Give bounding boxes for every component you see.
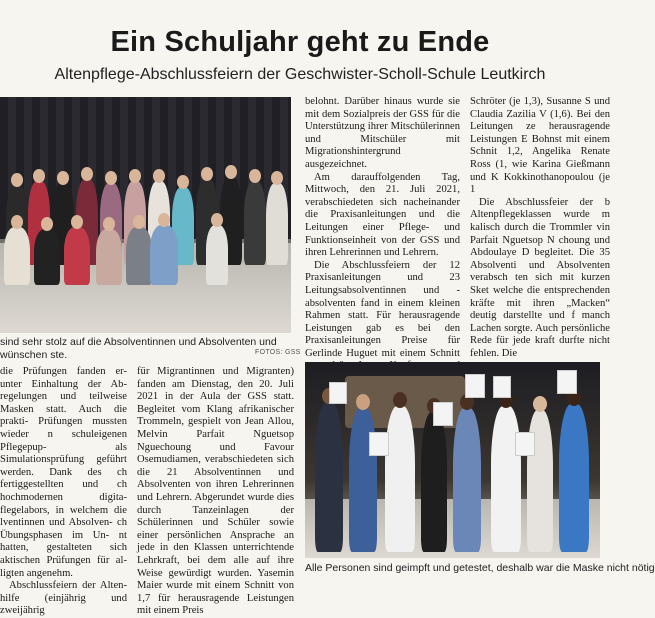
article-subheadline: Altenpflege-Abschlussfeiern der Geschwister-Scholl-Schule Leutkirch [54, 66, 546, 83]
graduate-figure [4, 227, 30, 285]
photo2-caption: Alle Personen sind geimpft und getestet, deshalb war die Maske nicht nötig [305, 562, 655, 574]
photo1-caption-text: sind sehr stolz auf die Absolventinnen und Absolventen und wünschen ste. [0, 336, 277, 361]
certificate [433, 402, 453, 426]
graduate-figure [244, 181, 266, 265]
group-photo-certificates [305, 362, 600, 558]
graduate-figure [349, 408, 377, 552]
graduate-figure [385, 406, 415, 552]
graduate-figure [206, 225, 228, 285]
head [533, 396, 547, 412]
photo1-caption [0, 336, 292, 362]
paragraph: Die Abschlussfeiern der 12 Praxisanleitungen und 23 Leitungsabsolventinnen und -absolventen fand in einem kleinen Rahmen statt. Für herausragende Leistungen gab es bei den Praxisanleitungen Preise für Gerlinde Huguet mit einem Schnitt [305, 259, 460, 359]
paragraph: belohnt. Darüber hinaus wurde sie mit dem Sozialpreis der GSS für die Unterstützung ihrer Mitschülerinnen und Mitschüler mit Migrationshintergrund ausgezeichnet. [305, 96, 460, 170]
text-column-right [305, 96, 460, 386]
text-column-far-right [470, 96, 610, 360]
certificate [493, 376, 511, 398]
text-column-left [0, 366, 127, 618]
certificate [369, 432, 389, 456]
certificate [465, 374, 485, 398]
certificate [515, 432, 535, 456]
group-photo-graduates [0, 97, 291, 333]
head [41, 217, 53, 231]
paragraph: Am darauffolgenden Tag, Mittwoch, den 21. Juli 2021, verabschiedeten sich nacheinander die Praxisanleitungen und die Leitungen einer Pflege- und Funktionseinheit von der GSS und ihren Lehrerinnen und Lehrern. [305, 171, 460, 259]
graduate-figure [491, 406, 521, 552]
photo1-credit: FOTOS: GSS [255, 349, 301, 356]
head [71, 215, 83, 229]
head [211, 213, 223, 227]
head [11, 215, 23, 229]
certificate [557, 370, 577, 394]
graduate-figure [150, 225, 178, 285]
head [105, 171, 117, 185]
graduate-figure [34, 229, 60, 285]
head [393, 392, 407, 408]
graduate-figure [266, 183, 288, 265]
head [33, 169, 45, 183]
graduate-figure [126, 227, 152, 285]
head [201, 167, 213, 181]
graduate-figure [315, 402, 343, 552]
head [177, 175, 189, 189]
head [11, 173, 23, 187]
graduate-figure [421, 412, 447, 552]
paragraph: Abschlussfeiern der Alten- hilfe (einjährig und zweijährig [0, 580, 127, 617]
graduate-figure [559, 404, 589, 552]
graduate-figure [96, 229, 122, 285]
paragraph: die Prüfungen fanden er- unter Einhaltung der Ab- regelungen und teilweise Masken statt. Auch die prakti- Prüfungen mussten wieder n schuleigenen Pflegepup- als Simulationsprüfung geführt werden. Dank des ch fertiggestellten und ch hochmodernen digita- flegelabors, in welchem die lventinnen und Absolven- ch Übungsphasen im Un- nt hatten, gestalteten sich aktischen Prüfungen für al- ligten angenehm. [0, 366, 127, 579]
head [271, 171, 283, 185]
paragraph: Schröter (je 1,3), Susanne S und Claudia Zazilia V (1,6). Bei den Leitungen ze herausragende Leistungen E Bohnst mit einem Schnit 1,2, Angelika Renate Ross (1, wie Karina Gießmann und K Kokkinothanopoulou (je 1 [470, 96, 610, 196]
head [356, 394, 370, 410]
head [133, 215, 145, 229]
head [129, 169, 141, 183]
graduate-figure [64, 227, 90, 285]
head [158, 213, 170, 227]
head [153, 169, 165, 183]
head [225, 165, 237, 179]
text-column-middle [137, 366, 294, 618]
head [249, 169, 261, 183]
article-headline: Ein Schuljahr geht zu Ende [110, 26, 490, 58]
head [57, 171, 69, 185]
head [103, 217, 115, 231]
certificate [329, 382, 347, 404]
paragraph: für Migrantinnen und Migranten) fanden am Dienstag, den 20. Juli 2021 in der Aula der GSS statt. Begleitet vom Klang afrikanischer Trommeln, gespielt von Jean Allou, Melvin Parfait Nguetsop Nguechoung und Favour Osemudiamen, verabschiedeten sich die 21 Absolventinnen und Absolventen von ihren Lehrerinnen und Lehrern. Abgerundet wurde dies durch Tanzeinlagen der Schülerinnen und Schüler sowie einer persönlichen Ansprache an jede in den Klassen unterrichtende Lehrkraft, bei dem alle auf ihre Weise gewürdigt wurden. Yasemin Maier wurde mit einem Schnitt von 1,7 für herausragende Leistungen mit einem Preis [137, 366, 294, 617]
head [81, 167, 93, 181]
paragraph: Die Abschlussfeier der b Altenpflegeklassen wurde m kalisch durch die Trommler vin Parfait Nguetsop N choung und Abdoulaye D begleitet. Die 35 Absolventi und Absolventen verabsch ten sich mit kurzen Sket welche die entsprechenden kräfte mit ihren „Macken“ deutig darstellte und f manch Lachen sorgte. Auch persönliche Rede für jede kraft durfte nicht fehlen. Die [470, 196, 610, 359]
graduate-figure [453, 408, 481, 552]
